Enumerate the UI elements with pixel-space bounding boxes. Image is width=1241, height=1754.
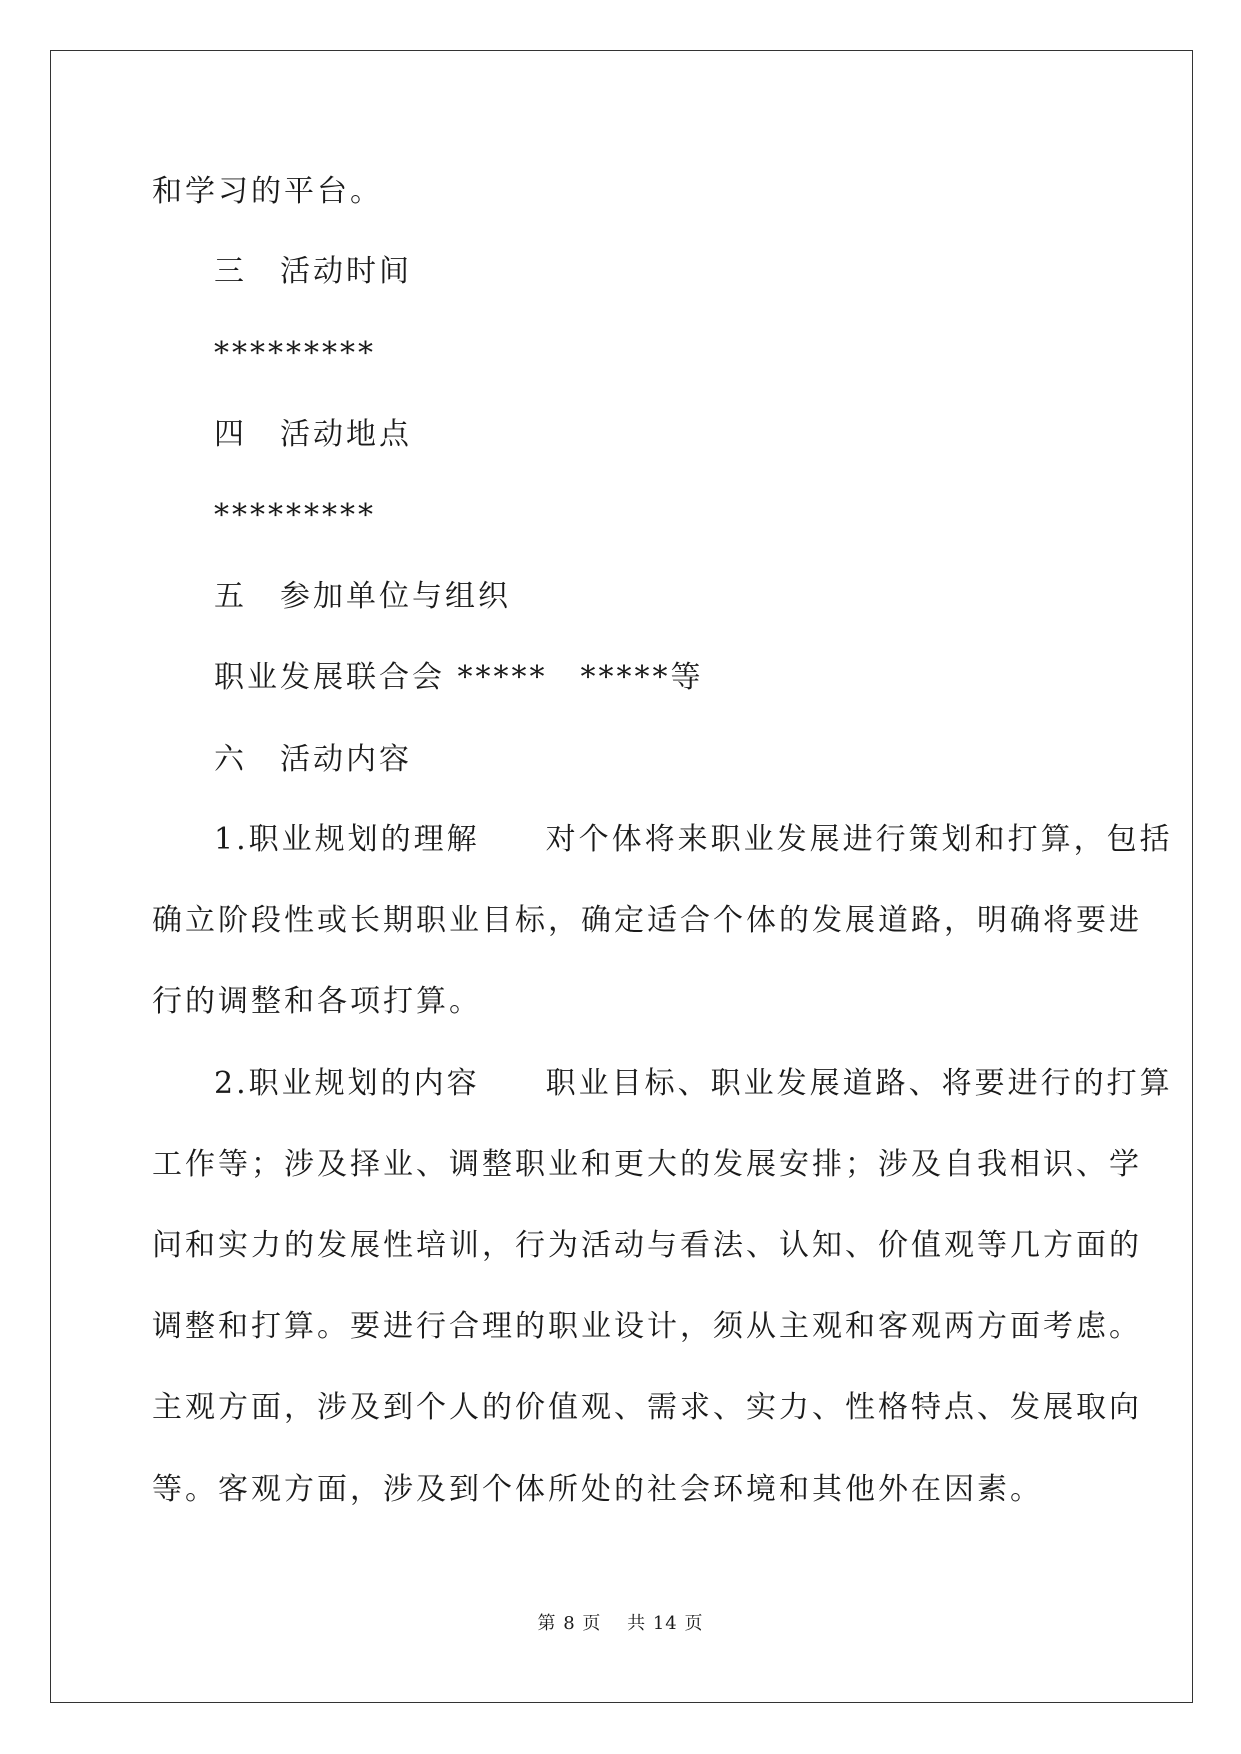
section-heading-participants: 五 参加单位与组织 [214, 579, 511, 614]
paragraph-line-1-3: 行的调整和各项打算。 [152, 984, 482, 1019]
paragraph-line-2-1: 2.职业规划的内容 职业目标、职业发展道路、将要进行的打算 [214, 1066, 1173, 1101]
paragraph-line-2-6: 等。客观方面，涉及到个体所处的社会环境和其他外在因素。 [152, 1472, 1043, 1507]
paragraph-line-1-1: 1.职业规划的理解 对个体将来职业发展进行策划和打算，包括 [214, 822, 1173, 857]
section-heading-time: 三 活动时间 [214, 254, 412, 289]
paragraph-line-2-5: 主观方面，涉及到个人的价值观、需求、实力、性格特点、发展取向 [152, 1390, 1142, 1425]
paragraph-line-2-3: 问和实力的发展性培训，行为活动与看法、认知、价值观等几方面的 [152, 1228, 1142, 1263]
paragraph-line-1-2: 确立阶段性或长期职业目标，确定适合个体的发展道路，明确将要进 [152, 903, 1142, 938]
section-heading-location: 四 活动地点 [214, 417, 412, 452]
placeholder-location: ********* [214, 498, 376, 533]
participants-text: 职业发展联合会 ***** *****等 [214, 660, 704, 695]
page-border [50, 50, 1193, 1703]
paragraph-line-2-2: 工作等；涉及择业、调整职业和更大的发展安排；涉及自我相识、学 [152, 1147, 1142, 1182]
page-number-footer: 第 8 页 共 14 页 [537, 1613, 704, 1634]
paragraph-line: 和学习的平台。 [152, 174, 383, 209]
section-heading-content: 六 活动内容 [214, 742, 412, 777]
placeholder-time: ********* [214, 336, 376, 371]
paragraph-line-2-4: 调整和打算。要进行合理的职业设计，须从主观和客观两方面考虑。 [152, 1309, 1142, 1344]
